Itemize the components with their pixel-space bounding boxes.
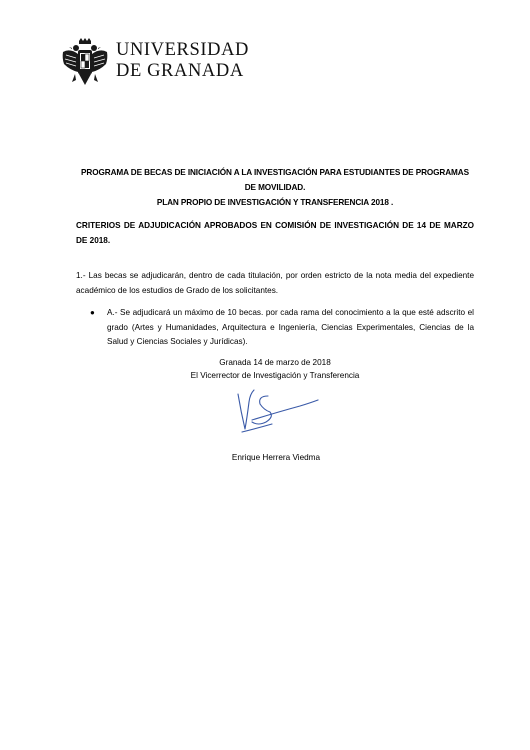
university-seal-icon (60, 38, 110, 88)
signatory-name: Enrique Herrera Viedma (231, 453, 321, 462)
university-logo (60, 38, 250, 90)
title-line-2: DE MOVILIDAD. (244, 183, 306, 192)
title-line-1: PROGRAMA DE BECAS DE INICIACIÓN A LA INVESTIGACIÓN PARA ESTUDIANTES DE PROGRAMAS (81, 168, 469, 177)
university-name-line2: DE GRANADA (116, 61, 244, 81)
university-name (116, 40, 249, 82)
signatory-role: El Vicerrector de Investigación y Transferencia (190, 371, 360, 380)
bullet-dot-icon: ● (90, 308, 95, 317)
paragraph-1: 1.- Las becas se adjudicarán, dentro de cada titulación, por orden estricto de la nota media del expediente académico de los estudios de Grado de los solicitantes. (76, 271, 474, 295)
criteria-heading: CRITERIOS DE ADJUDICACIÓN APROBADOS EN COMISIÓN DE INVESTIGACIÓN DE 14 DE MARZO DE 2018. (76, 221, 474, 245)
bullet-item-a-text: A.- Se adjudicará un máximo de 10 becas. por cada rama del conocimiento a la que esté adscrito el grado (Artes y Humanidades, Arquitectura e Ingeniería, Ciencias Experimentales, Ciencias de la Salud y Ciencias Sociales y Jurídicas). (107, 308, 474, 346)
handwritten-signature (228, 382, 328, 438)
university-name-line1: UNIVERSIDAD (116, 40, 250, 60)
bullet-item-a (90, 306, 474, 350)
document-title (76, 165, 474, 210)
title-line-3: PLAN PROPIO DE INVESTIGACIÓN Y TRANSFERENCIA 2018 . (156, 198, 394, 207)
signature-date: Granada 14 de marzo de 2018 (219, 358, 331, 367)
